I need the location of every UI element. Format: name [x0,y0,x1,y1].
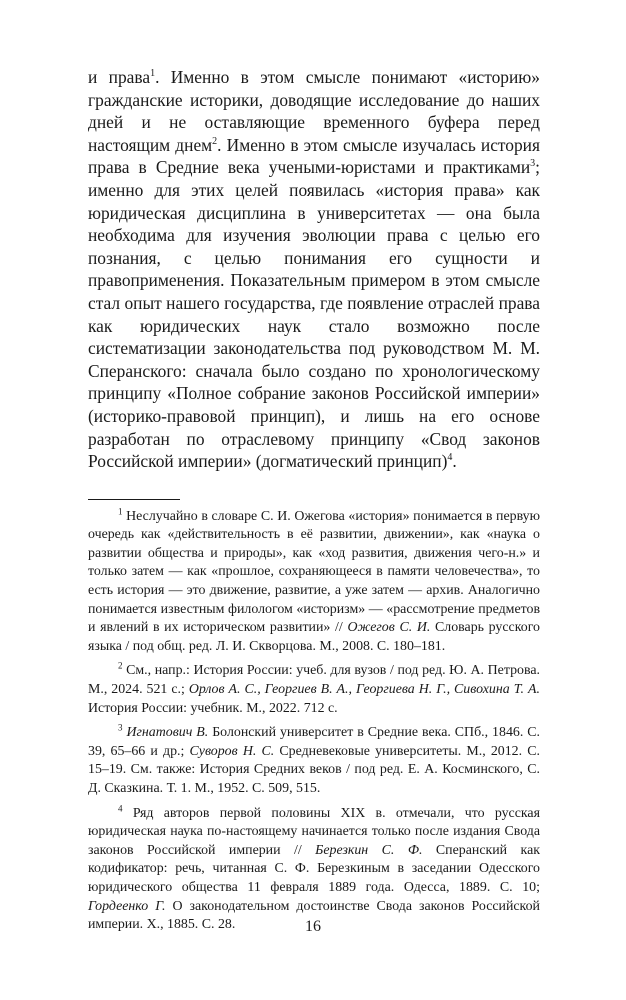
footnote-text: История России: учебник. М., 2022. 712 с. [88,700,338,716]
footnote-author: Орлов А. С., Георгиев В. А., Георгиева Н. Г., Сивохина Т. А. [188,682,540,698]
footnote-ref-3: 3 [530,158,536,170]
footnote-text: Средневековые университеты. М., 2012. С. 15–19. См. также: История Средних веков / под ред. Е. А. Косминского, С. Д. Сказкина. Т. 1. М., 1952. С. 509, 515. [88,743,540,796]
text-segment: . Именно в этом смысле изучалась история права в Средние века учеными-юристами и практиками [88,134,540,178]
main-paragraph [88,66,540,473]
footnote-text: См., напр.: История России: учеб. для вузов / под ред. Ю. А. Петрова. М., 2024. 521 с.; [88,663,540,698]
footnote-author: Гордеенко Г. [88,898,166,914]
footnote-marker: 2 [118,660,123,671]
footnote-ref-1: 1 [150,68,156,80]
footnote-marker: 3 [118,722,123,733]
footnote-text: Неслучайно в словаре С. И. Ожегова «история» понимается в первую очередь как «действительность в её развитии, движении», как «наука о развитии общества и природы», как «ход развития, движения чего-н.» и только затем — как «прошлое, сохраняющееся в памяти человечества», то есть история — это движение, развитие, а уже затем — архив. Аналогично понимается известным филологом «историзм» — «рассмотрение предметов и явлений в их историческом развитии» // [88,508,540,636]
footnote-author: Березкин С. Ф. [315,842,423,858]
footnote-marker: 4 [118,802,123,813]
footnote-marker: 1 [118,506,123,517]
footnote-4 [88,802,540,935]
footnote-2 [88,662,540,718]
footnote-text: Словарь русского языка / под общ. ред. Л. И. Скворцова. М., 2008. С. 180–181. [88,620,540,654]
footnote-text: О законодательном достоинстве Свода законов Российской империи. Х., 1885. С. 28. [88,898,540,933]
footnote-author: Суворов Н. С. [189,743,275,759]
footnote-text: Ряд авторов первой половины XIX в. отмечали, что русская юридическая наука по-настоящему начинается только после издания Свода законов Российской империи // [88,805,540,858]
text-segment: . Именно в этом смысле понимают «историю» гражданские историки, доводящие исследование до наших дней и не оставляющие временного буфера перед настоящим днем [88,67,540,155]
footnote-3 [88,724,540,798]
footnote-text: Болонский университет в Средние века. СПб., 1846. С. 39, 65–66 и др.; [88,725,541,759]
text-segment: и права [88,67,151,87]
book-page [88,66,540,941]
footnote-author: Игнатович В. [126,725,209,741]
footnote-ref-2: 2 [212,135,218,147]
footnote-text: Сперанский как кодификатор: речь, читанная С. Ф. Березкиным в заседании Одесского юридического общества 11 февраля 1889 года. Одесса, 1889. С. 10; [88,842,540,895]
footnote-author: Ожегов С. И. [347,620,431,636]
footnotes [88,508,540,935]
footnote-ref-4: 4 [447,452,453,464]
footnote-separator [88,499,180,500]
footnote-1 [88,508,540,657]
main-text [88,66,540,473]
page-number: 16 [305,918,321,935]
text-segment: . [452,451,457,472]
text-segment: ; именно для этих целей появилась «история права» как юридическая дисциплина в университетах — она была необходима для изучения эволюции права с целью его познания, с целью понимания его сущности и правоприменения. Показательным примером в этом смысле стал опыт нашего государства, где появление отраслей права как юридических наук стало возможно после систематизации законодательства под руководством М. М. Сперанского: сначала было создано по хронологическому принципу «Полное собрание законов Российской империи» (историко-правовой принцип), и лишь на его основе разработан по отраслевому принципу «Свод законов Российской империи» (догматический принцип) [88,157,540,472]
